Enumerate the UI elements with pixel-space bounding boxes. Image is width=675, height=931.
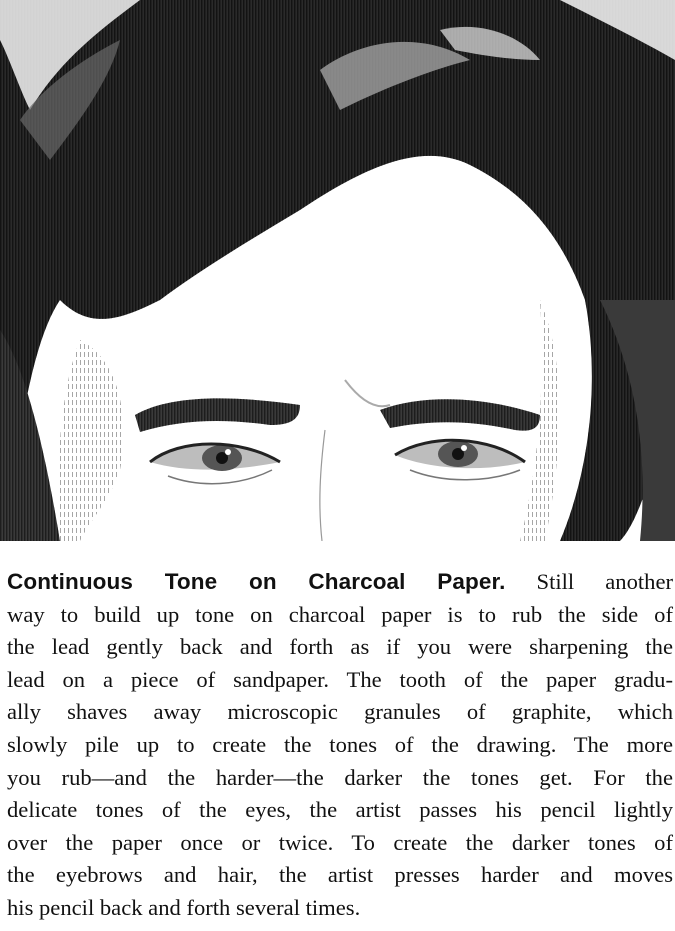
caption-line: the lead gently back and forth as if you were sharpening the: [7, 634, 673, 660]
caption-heading: Continuous Tone on Charcoal Paper.: [7, 569, 506, 594]
caption-line: slowly pile up to create the tones of the drawing. The more: [7, 731, 673, 757]
caption-line: you rub—and the harder—the darker the tones get. For the: [7, 764, 673, 790]
caption-text-block: [7, 566, 673, 925]
caption-line-last: his pencil back and forth several times.: [7, 894, 361, 920]
caption-line: the eyebrows and hair, the artist presses harder and moves: [7, 862, 673, 888]
caption-line: ally shaves away microscopic granules of graphite, which: [7, 699, 673, 725]
caption-line: delicate tones of the eyes, the artist passes his pencil lightly: [7, 797, 673, 823]
caption-line-text: Still another: [536, 569, 674, 594]
caption-line-1: [7, 566, 673, 599]
caption-line: way to build up tone on charcoal paper is to rub the side of: [7, 601, 673, 627]
caption-line: over the paper once or twice. To create the darker tones of: [7, 829, 673, 855]
caption-line: lead on a piece of sandpaper. The tooth of the paper gradu-: [7, 666, 673, 692]
